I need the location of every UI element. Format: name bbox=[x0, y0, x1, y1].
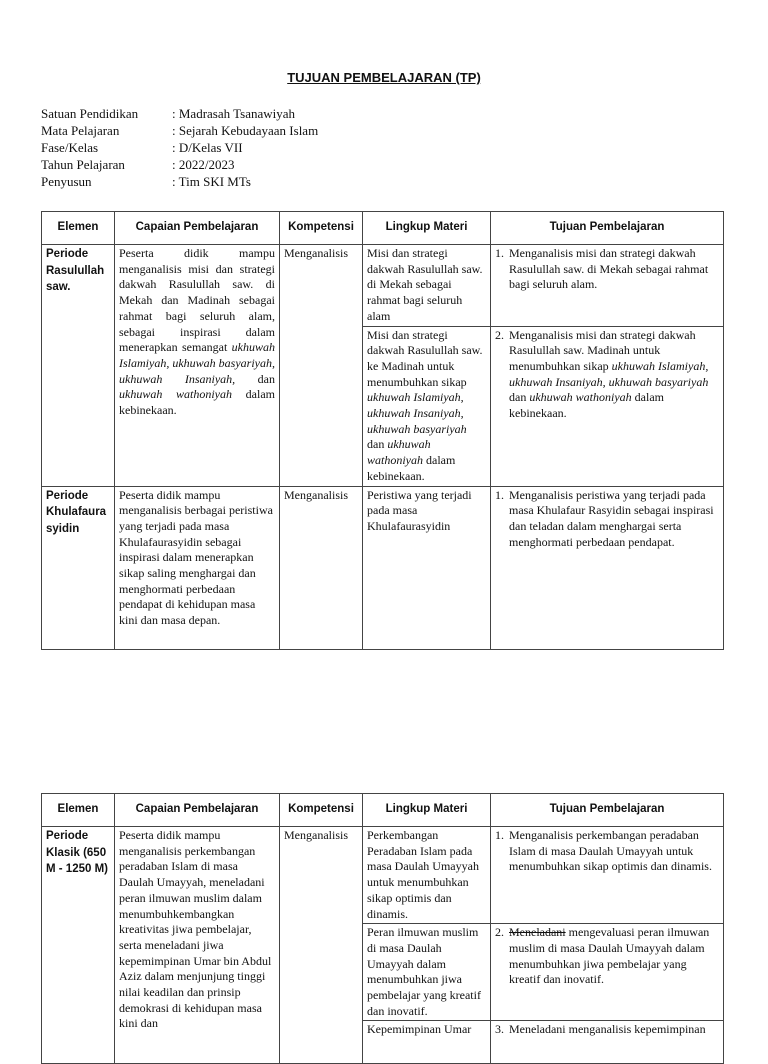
cell-lingkup: Perkembangan Peradaban Islam pada masa Daulah Umayyah untuk menumbuhkan sikap optimis dan dinamis. bbox=[363, 827, 491, 924]
tp-text-part: mengevaluasi peran ilmuwan muslim di masa Daulah Umayyah dalam menumbuhkan jiwa pembelajar yang kreatif dan inovatif. bbox=[509, 925, 710, 987]
header-lingkup: Lingkup Materi bbox=[363, 212, 491, 245]
meta-row-tahun bbox=[41, 156, 318, 173]
tp-strikethrough: Meneladani bbox=[509, 925, 566, 940]
tp-text-part: Menganalisis misi dan strategi dakwah Rasulullah saw. Madinah untuk menumbuhkan sikap bbox=[509, 327, 696, 373]
table-row bbox=[42, 827, 724, 924]
tp-text: Menganalisis peristiwa yang terjadi pada masa Khulafaur Rasyidin sebagai inspirasi dan teladan dalam menghargai serta menghormati perbedaan pendapat. bbox=[509, 487, 714, 549]
cell-lingkup bbox=[363, 326, 491, 486]
cell-kompetensi: Menganalisis bbox=[280, 245, 363, 487]
cell-capaian: Peserta didik mampu menganalisis berbagai peristiwa yang terjadi pada masa Khulafaurasyidin sebagai inspirasi dalam menerapkan sikap saling menghargai dan menghormati perbedaan pendapat di kehidupan masa kini dan masa depan. bbox=[115, 486, 280, 649]
cell-kompetensi: Menganalisis bbox=[280, 827, 363, 1064]
table-header-row bbox=[42, 212, 724, 245]
table-header-row bbox=[42, 794, 724, 827]
lm-italic: ukhuwah wathoniyah bbox=[367, 437, 431, 468]
header-lingkup: Lingkup Materi bbox=[363, 794, 491, 827]
cp-text: dalam kebinekaan. bbox=[119, 387, 275, 418]
tp-italic: ukhuwah wathoniyah bbox=[529, 390, 632, 405]
cell-tujuan bbox=[491, 1021, 724, 1064]
tp-text: Menganalisis perkembangan peradaban Islam di masa Daulah Umayyah untuk menumbuhkan sikap optimis dan dinamis. bbox=[509, 828, 712, 874]
cp-text: Peserta didik mampu menganalisis misi dan strategi dakwah Rasulullah saw. di Mekah dan Madinah sebagai rahmat bagi seluruh alam, sebagai inspirasi dalam menerapkan semangat bbox=[119, 246, 275, 355]
tp-table-1 bbox=[41, 211, 724, 650]
cell-lingkup: Peristiwa yang terjadi pada masa Khulafaurasyidin bbox=[363, 486, 491, 649]
meta-label: Fase/Kelas bbox=[41, 140, 99, 155]
tp-text bbox=[509, 328, 719, 422]
cp-text: dan bbox=[235, 371, 276, 386]
cell-tujuan bbox=[491, 486, 724, 649]
tp-text-part: dalam kebinekaan. bbox=[509, 390, 664, 421]
tp-number: 1. bbox=[495, 487, 504, 502]
tp-text: Meneladani menganalisis kepemimpinan bbox=[509, 1022, 706, 1037]
tp-table-2 bbox=[41, 793, 724, 1064]
tp-number: 2. bbox=[495, 327, 504, 342]
table-row bbox=[42, 245, 724, 327]
meta-label: Satuan Pendidikan bbox=[41, 106, 139, 121]
header-elemen: Elemen bbox=[42, 794, 115, 827]
tp-number: 1. bbox=[495, 246, 504, 260]
lm-text: dalam kebinekaan. bbox=[367, 453, 456, 483]
meta-label: Tahun Pelajaran bbox=[41, 157, 125, 172]
cell-kompetensi: Menganalisis bbox=[280, 486, 363, 649]
meta-label: Mata Pelajaran bbox=[41, 123, 120, 138]
cell-tujuan bbox=[491, 245, 724, 327]
tp-italic: ukhuwah Islamiyah, ukhuwah Insaniyah, ukhuwah basyariyah bbox=[509, 358, 709, 389]
lm-text: dan bbox=[367, 437, 388, 452]
header-tujuan: Tujuan Pembelajaran bbox=[491, 212, 724, 245]
cell-tujuan bbox=[491, 326, 724, 486]
meta-value: : Madrasah Tsanawiyah bbox=[172, 106, 296, 121]
lm-italic: ukhuwah Islamiyah, ukhuwah Insaniyah, ukhuwah basyariyah bbox=[367, 390, 467, 436]
cp-italic: ukhuwah wathoniyah bbox=[119, 387, 232, 402]
header-capaian: Capaian Pembelajaran bbox=[115, 794, 280, 827]
table-row bbox=[42, 486, 724, 649]
tp-number: 1. bbox=[495, 828, 504, 842]
cell-tujuan bbox=[491, 924, 724, 1021]
page-title: TUJUAN PEMBELAJARAN (TP) bbox=[287, 70, 481, 85]
cell-capaian: Peserta didik mampu menganalisis perkembangan peradaban Islam di masa Daulah Umayyah, meneladani peran ilmuwan muslim dalam menumbuhkembangkan kreativitas jiwa pembelajar, serta meneladani jiwa kepemimpinan Umar bin Abdul Aziz dalam menjunjung tinggi nilai keadilan dan prinsip demokrasi di kehidupan masa kini dan bbox=[115, 827, 280, 1064]
meta-value: : D/Kelas VII bbox=[172, 140, 243, 155]
meta-value: : 2022/2023 bbox=[172, 157, 235, 172]
meta-row-mapel bbox=[41, 122, 318, 139]
cell-tujuan bbox=[491, 827, 724, 924]
cell-lingkup: Kepemimpinan Umar bbox=[363, 1021, 491, 1064]
meta-row-satuan bbox=[41, 105, 318, 122]
cell-elemen: Periode Rasulullah saw. bbox=[42, 245, 115, 487]
cell-lingkup: Peran ilmuwan muslim di masa Daulah Umayyah dalam menumbuhkan jiwa pembelajar yang kreatif dan inovatif. bbox=[363, 924, 491, 1021]
cell-capaian bbox=[115, 245, 280, 487]
tp-text: Menganalisis misi dan strategi dakwah Rasulullah saw. di Mekah sebagai rahmat bagi seluruh alam. bbox=[509, 246, 709, 292]
header-elemen: Elemen bbox=[42, 212, 115, 245]
cell-elemen: Periode Khulafaura syidin bbox=[42, 486, 115, 649]
cell-elemen: Periode Klasik (650 M - 1250 M) bbox=[42, 827, 115, 1064]
meta-value: : Tim SKI MTs bbox=[172, 174, 251, 189]
meta-row-penyusun bbox=[41, 173, 318, 190]
lm-text: Misi dan strategi dakwah Rasulullah saw. ke Madinah untuk menumbuhkan sikap bbox=[367, 327, 483, 389]
header-tujuan: Tujuan Pembelajaran bbox=[491, 794, 724, 827]
cp-italic: ukhuwah Islamiyah, ukhuwah basyariyah, ukhuwah Insaniyah, bbox=[119, 340, 275, 386]
tp-text-part: dan bbox=[509, 390, 530, 405]
header-kompetensi: Kompetensi bbox=[280, 794, 363, 827]
header-capaian: Capaian Pembelajaran bbox=[115, 212, 280, 245]
document-meta bbox=[41, 105, 318, 190]
tp-text bbox=[509, 925, 719, 988]
cell-lingkup: Misi dan strategi dakwah Rasulullah saw. di Mekah sebagai rahmat bagi seluruh alam bbox=[363, 245, 491, 327]
tp-number: 3. bbox=[495, 1022, 504, 1037]
tp-number: 2. bbox=[495, 925, 504, 940]
header-kompetensi: Kompetensi bbox=[280, 212, 363, 245]
meta-row-fase bbox=[41, 139, 318, 156]
meta-value: : Sejarah Kebudayaan Islam bbox=[172, 123, 319, 138]
meta-label: Penyusun bbox=[41, 174, 92, 189]
